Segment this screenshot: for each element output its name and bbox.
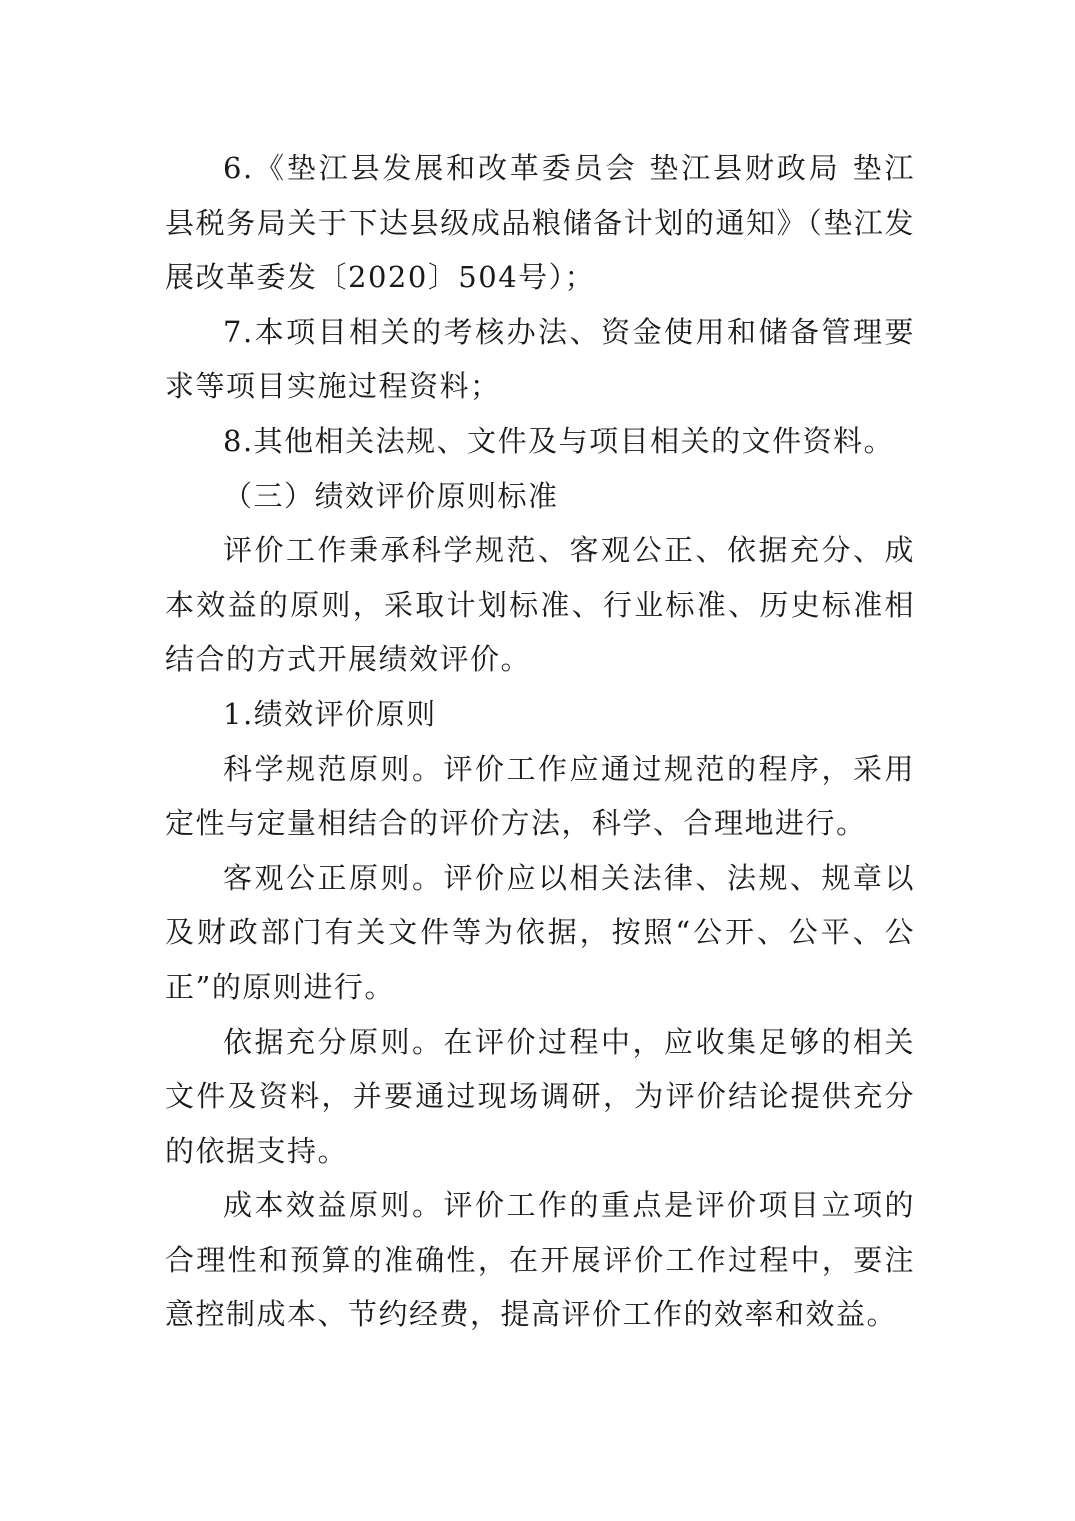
principles-intro-paragraph: 评价工作秉承科学规范、客观公正、依据充分、成本效益的原则，采取计划标准、行业标准、历史标准相结合的方式开展绩效评价。 bbox=[165, 533, 915, 677]
subsection-heading-evaluation-principles: 1.绩效评价原则 bbox=[223, 696, 437, 731]
reference-item-7: 7.本项目相关的考核办法、资金使用和储备管理要求等项目实施过程资料； bbox=[165, 314, 915, 404]
reference-item-6: 6.《垫江县发展和改革委员会 垫江县财政局 垫江县税务局关于下达县级成品粮储备计划的通知》（垫江发展改革委发〔2020〕504号）； bbox=[165, 151, 915, 295]
principle-evidence-paragraph: 依据充分原则。在评价过程中，应收集足够的相关文件及资料，并要通过现场调研，为评价结论提供充分的依据支持。 bbox=[165, 1024, 915, 1168]
document-body bbox=[165, 141, 915, 1342]
principle-scientific-paragraph: 科学规范原则。评价工作应通过规范的程序，采用定性与定量相结合的评价方法，科学、合理地进行。 bbox=[165, 751, 915, 841]
principle-cost-benefit-paragraph: 成本效益原则。评价工作的重点是评价项目立项的合理性和预算的准确性，在开展评价工作过程中，要注意控制成本、节约经费，提高评价工作的效率和效益。 bbox=[165, 1188, 915, 1332]
principle-objective-paragraph: 客观公正原则。评价应以相关法律、法规、规章以及财政部门有关文件等为依据，按照“公开、公平、公正”的原则进行。 bbox=[165, 860, 915, 1004]
section-heading-principles-standards: （三）绩效评价原则标准 bbox=[223, 478, 559, 513]
reference-item-8: 8.其他相关法规、文件及与项目相关的文件资料。 bbox=[223, 423, 895, 458]
